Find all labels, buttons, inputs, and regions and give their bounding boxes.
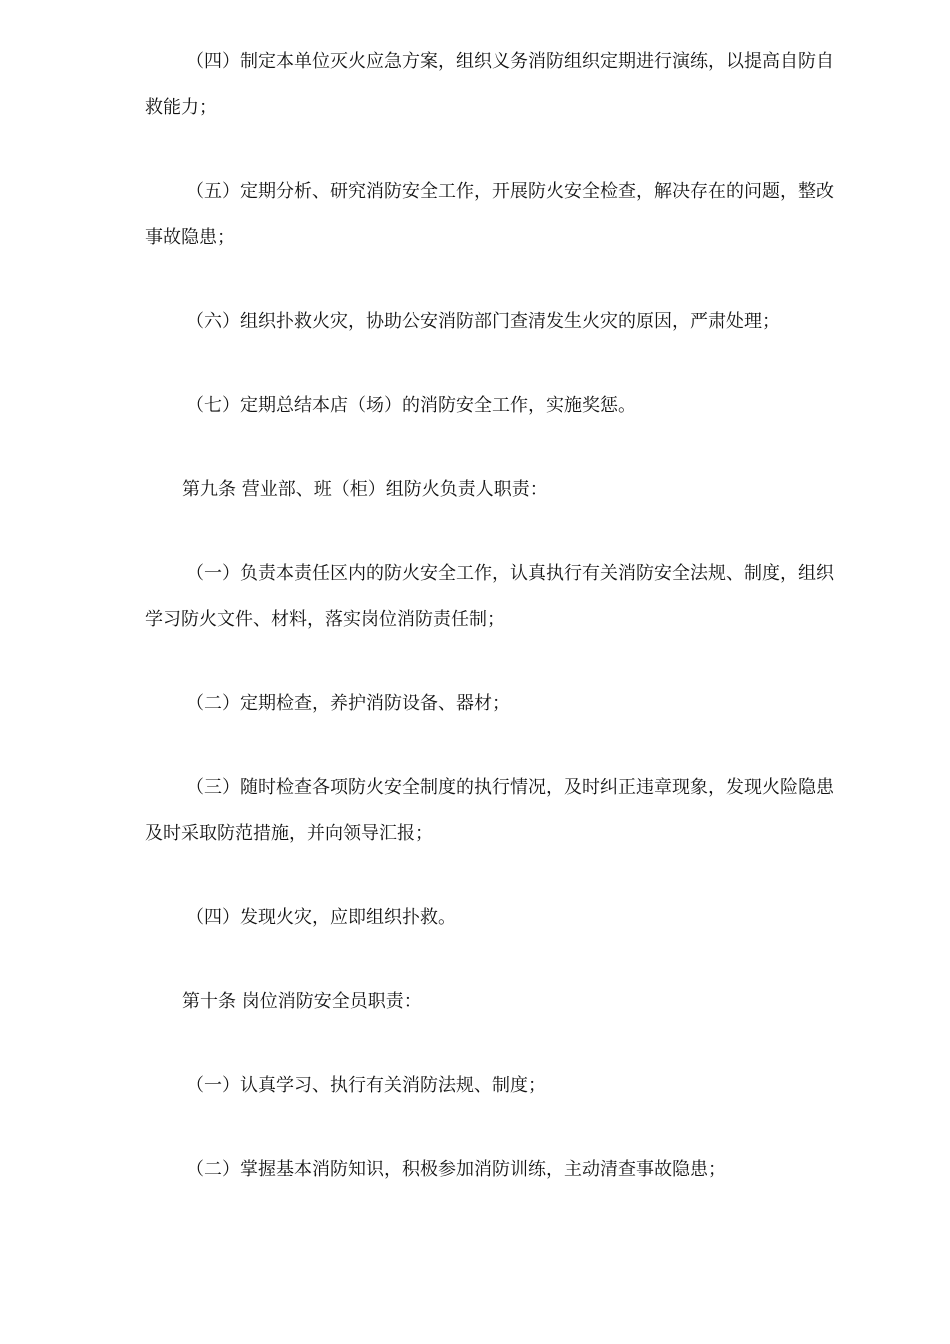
paragraph-line: （一）认真学习、执行有关消防法规、制度；: [186, 1075, 546, 1096]
paragraph-line: 救能力；: [145, 97, 217, 118]
article-heading: 第十条 岗位消防安全员职责：: [182, 991, 422, 1012]
paragraph-line: （四）制定本单位灭火应急方案，组织义务消防组织定期进行演练，以提高自防自: [186, 51, 834, 72]
paragraph-line: （二）掌握基本消防知识，积极参加消防训练，主动清查事故隐患；: [186, 1159, 726, 1180]
paragraph-line: （三）随时检查各项防火安全制度的执行情况，及时纠正违章现象，发现火险隐患: [186, 777, 834, 798]
paragraph-line: 及时采取防范措施，并向领导汇报；: [145, 823, 433, 844]
paragraph-line: （七）定期总结本店（场）的消防安全工作，实施奖惩。: [186, 395, 636, 416]
paragraph-line: （四）发现火灾，应即组织扑救。: [186, 907, 456, 928]
paragraph-line: （五）定期分析、研究消防安全工作，开展防火安全检查，解决存在的问题，整改: [186, 181, 834, 202]
paragraph-line: （二）定期检查，养护消防设备、器材；: [186, 693, 510, 714]
paragraph-line: 事故隐患；: [145, 227, 235, 248]
article-heading: 第九条 营业部、班（柜）组防火负责人职责：: [182, 479, 548, 500]
paragraph-line: 学习防火文件、材料，落实岗位消防责任制；: [145, 609, 505, 630]
paragraph-line: （一）负责本责任区内的防火安全工作，认真执行有关消防安全法规、制度，组织: [186, 563, 834, 584]
paragraph-line: （六）组织扑救火灾，协助公安消防部门查清发生火灾的原因，严肃处理；: [186, 311, 780, 332]
